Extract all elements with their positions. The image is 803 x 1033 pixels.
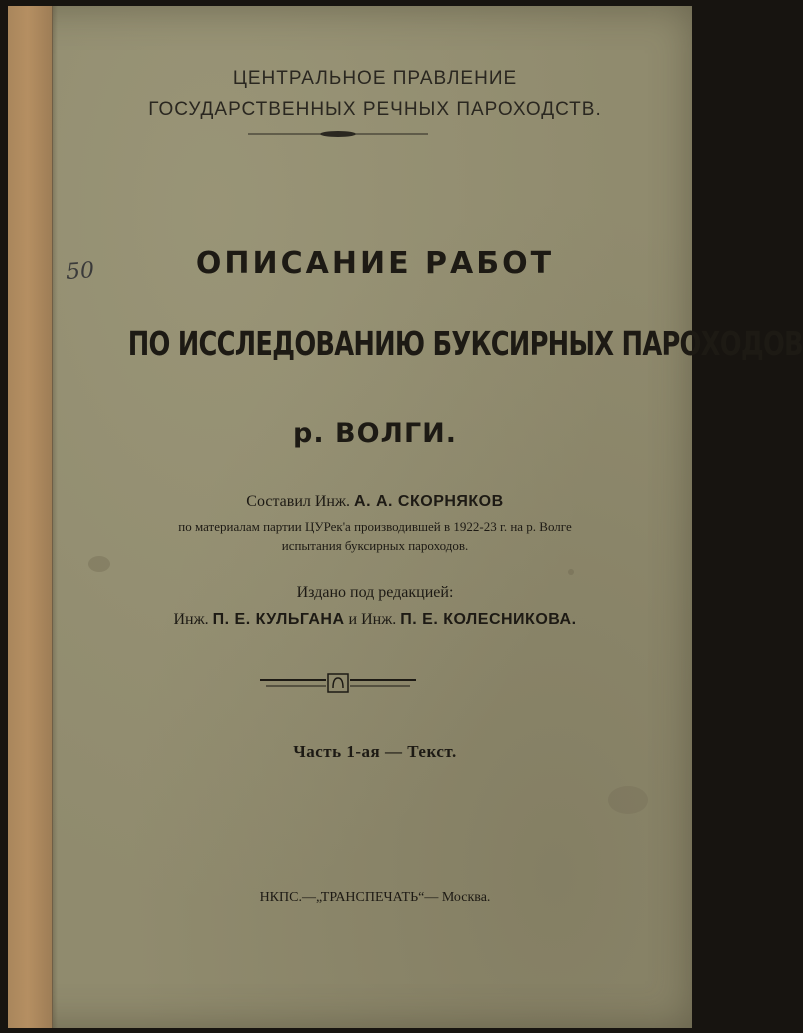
editor-conjunction: и (348, 611, 358, 628)
spine-shadow (52, 6, 58, 1028)
part-label: Часть 1-ая — Текст. (293, 742, 457, 761)
book-spine (8, 6, 53, 1028)
editors-label: Издано под редакцией: (296, 584, 454, 601)
author-prefix: Составил Инж. (246, 493, 351, 510)
title-line-1: ОПИСАНИЕ РАБОТ (195, 246, 555, 281)
editor-prefix-2: Инж. (361, 611, 397, 628)
paper-stain (88, 556, 110, 572)
title-line-3: р. ВОЛГИ. (293, 418, 457, 449)
author-name: А. А. СКОРНЯКОВ (354, 493, 504, 510)
book-cover (8, 6, 803, 1028)
middle-ornament (258, 672, 418, 694)
materials-line-2: испытания буксирных пароходов. (281, 538, 469, 553)
handwritten-note: 50 (65, 258, 95, 285)
publisher-line-1: ЦЕНТРАЛЬНОЕ ПРАВЛЕНИЕ (232, 68, 518, 89)
top-ornament (248, 129, 428, 139)
editors-line (58, 611, 692, 629)
materials-line-1: по материалам партии ЦУРек'а производившей в 1922-23 г. на р. Волге (178, 519, 572, 534)
imprint: НКПС.—„ТРАНСПЕЧАТЬ“— Москва. (259, 890, 491, 905)
paper-stain (568, 569, 574, 575)
editor-name-1: П. Е. КУЛЬГАНА (212, 611, 345, 628)
editor-name-2: П. Е. КОЛЕСНИКОВА. (400, 611, 577, 628)
editor-prefix-1: Инж. (173, 611, 209, 628)
author-line (58, 493, 692, 511)
title-line-2: ПО ИССЛЕДОВАНИЮ БУКСИРНЫХ ПАРОХОДОВ (127, 324, 803, 363)
publisher-line-2: ГОСУДАРСТВЕННЫХ РЕЧНЫХ ПАРОХОДСТВ. (148, 99, 602, 120)
paper-stain (608, 786, 648, 814)
